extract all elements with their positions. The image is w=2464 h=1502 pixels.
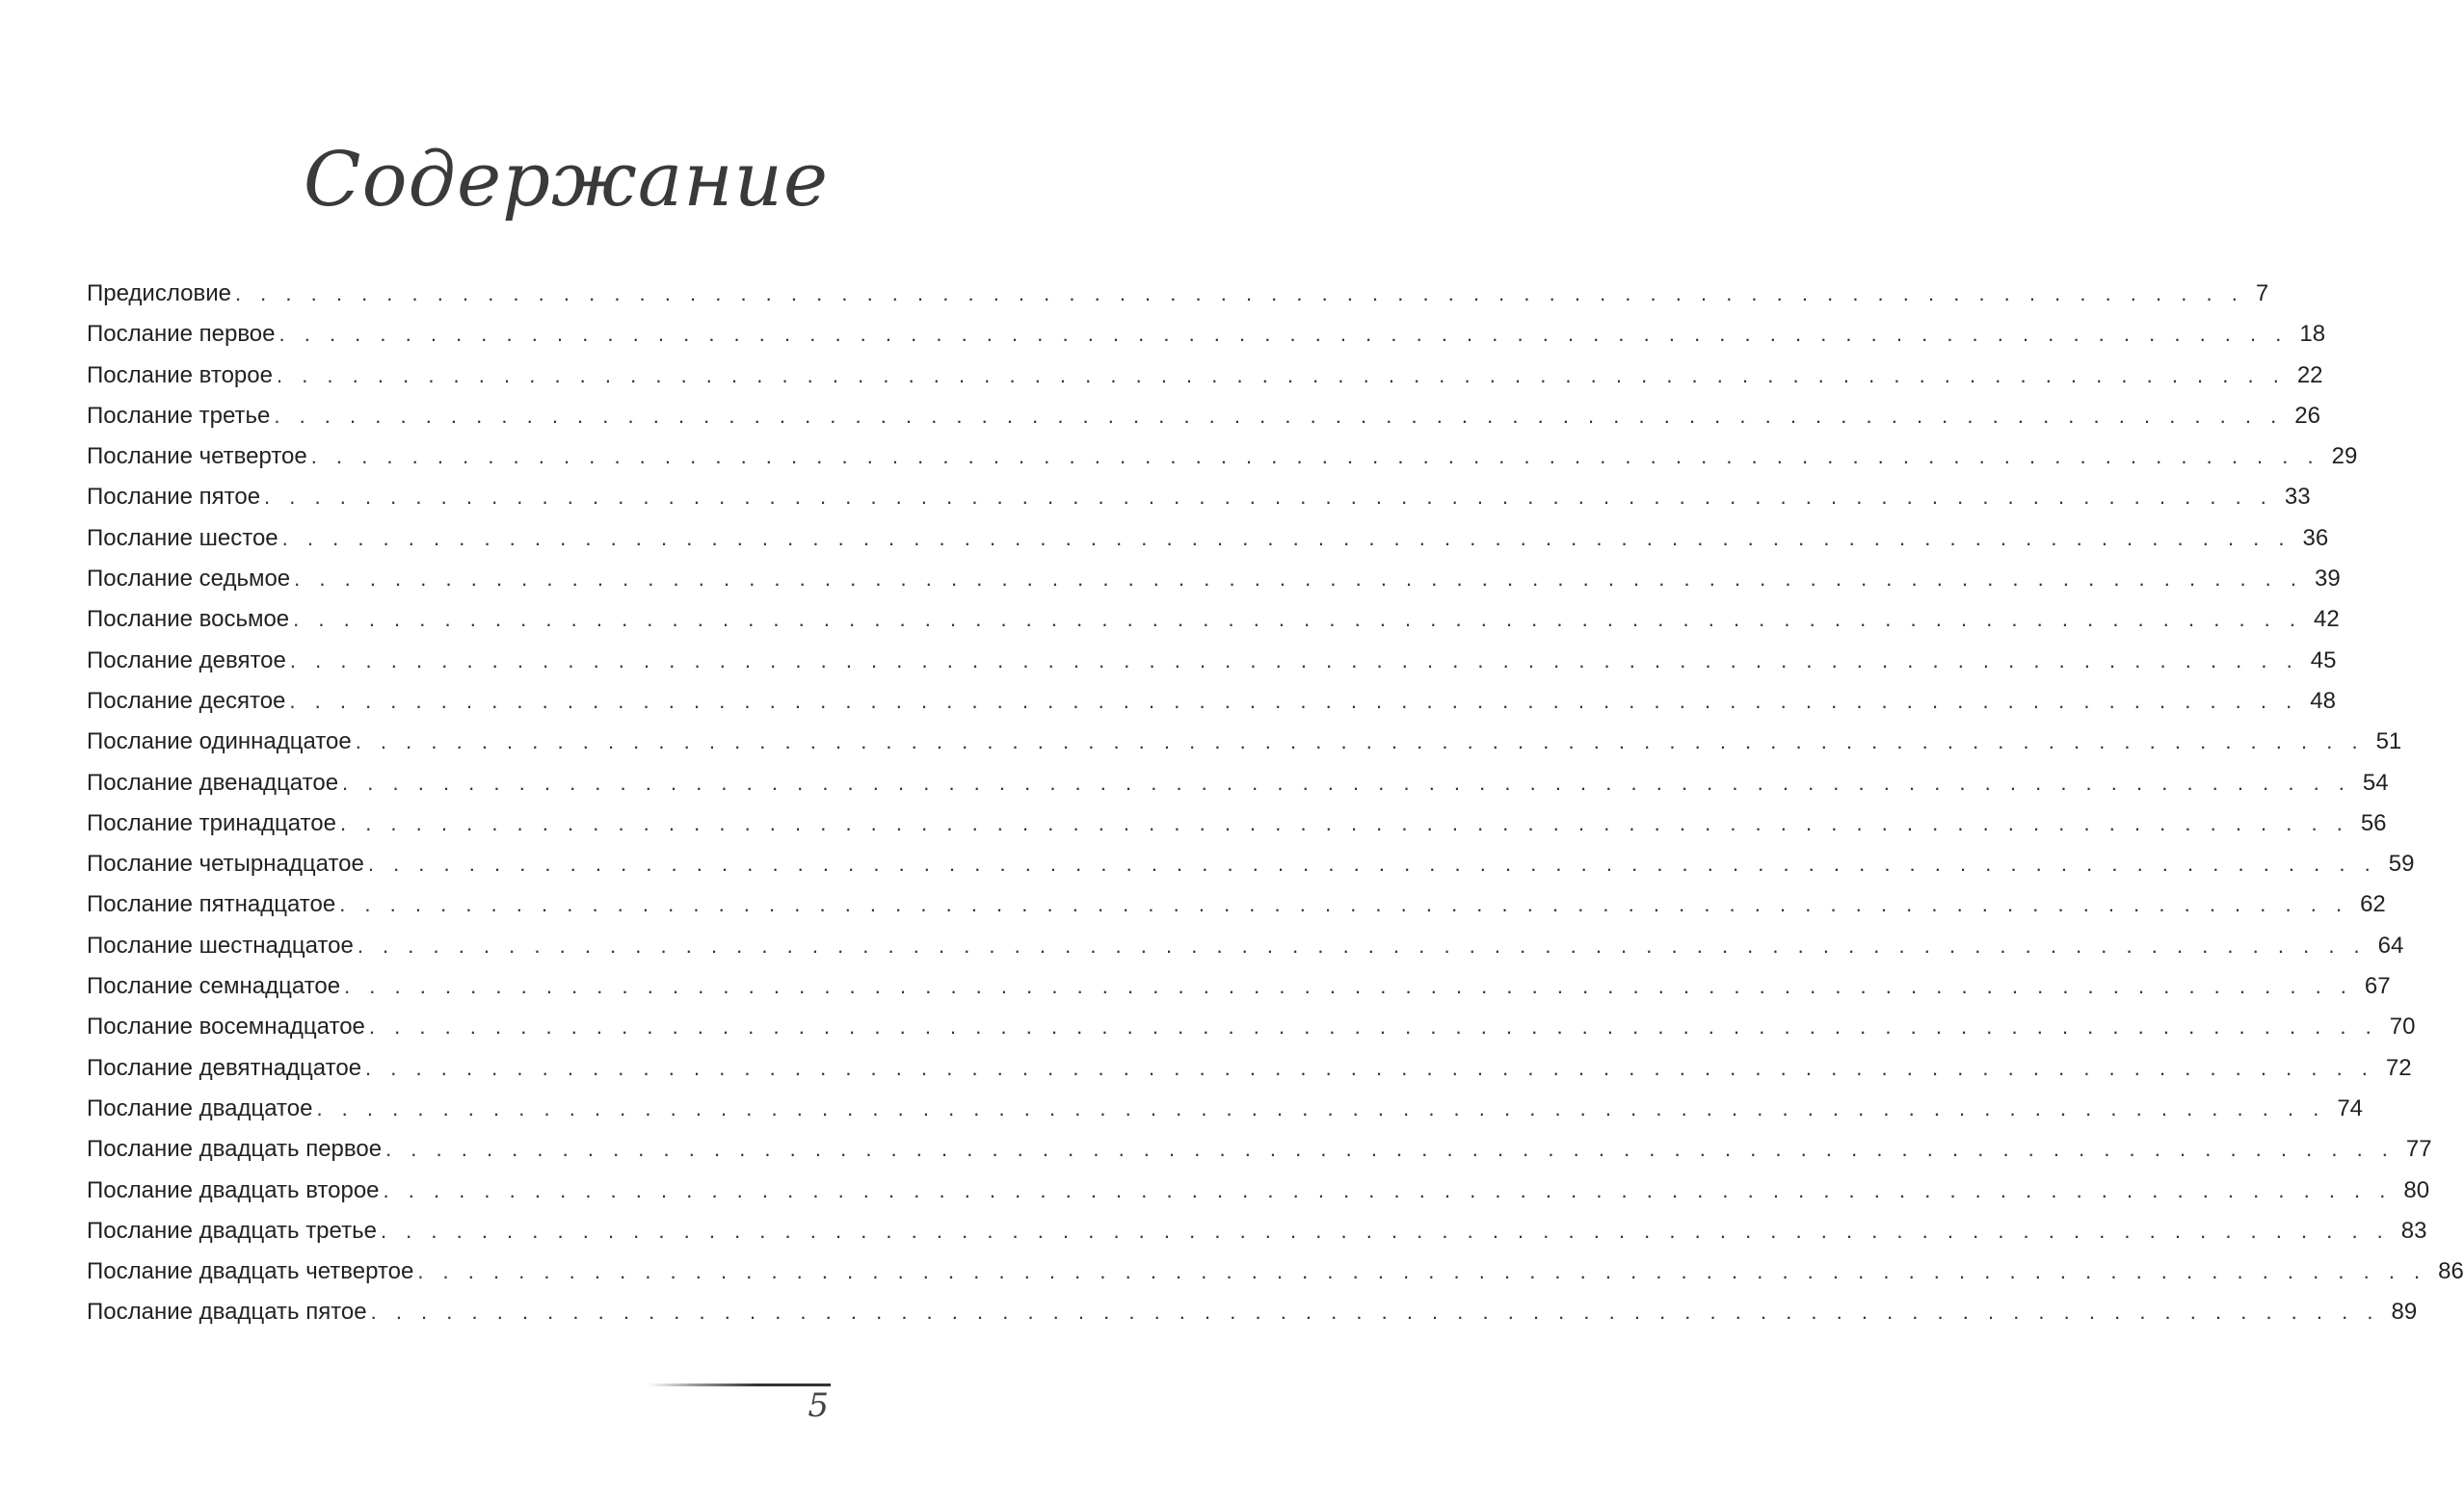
toc-entry-page: 77 (2405, 1136, 2432, 1163)
dot-leader: . . . . . . . . . . . . . . . . . . . . . . . . . . . . . . . . . . . . . . . . . . . . . . . . . . . . . . . . . . . . . . . . . . . . . . . . . . . . . . . . (370, 1300, 2380, 1325)
toc-entry-page: 62 (2360, 891, 2386, 918)
toc-title: Содержание (303, 137, 829, 224)
toc-entry[interactable] (87, 484, 2311, 524)
dot-leader: . . . . . . . . . . . . . . . . . . . . . . . . . . . . . . . . . . . . . . . . . . . . . . . . . . . . . . . . . . . . . . . . . . . . . . . . . . . . . . . . (383, 1177, 2393, 1202)
dot-leader: . . . . . . . . . . . . . . . . . . . . . . . . . . . . . . . . . . . . . . . . . . . . . . . . . . . . . . . . . . . . . . . . . . . . . . . . . . . . . . . . (339, 810, 2349, 835)
toc-entry-page: 51 (2375, 728, 2402, 755)
toc-entry[interactable] (87, 280, 2269, 321)
toc-entry-title: Послание шестое (87, 524, 278, 551)
toc-entry-title: Послание первое (87, 321, 276, 348)
dot-leader: . . . . . . . . . . . . . . . . . . . . . . . . . . . . . . . . . . . . . . . . . . . . . . . . . . . . . . . . . . . . . . . . . . . . . . . . . . . . . . . . (357, 933, 2367, 958)
toc-entry-title: Послание семнадцатое (87, 973, 341, 1000)
toc-entry-page: 22 (2296, 361, 2323, 388)
toc-entry[interactable] (87, 321, 2326, 361)
dot-leader: . . . . . . . . . . . . . . . . . . . . . . . . . . . . . . . . . . . . . . . . . . . . . . . . . . . . . . . . . . . . . . . . . . . . . . . . . . . . . . . . (281, 525, 2292, 550)
toc-entry-page: 80 (2403, 1176, 2430, 1203)
toc-entry-title: Послание четырнадцатое (87, 851, 364, 878)
dot-leader: . . . . . . . . . . . . . . . . . . . . . . . . . . . . . . . . . . . . . . . . . . . . . . . . . . . . . . . . . . . . . . . . . . . . . . . . . . . . . . . . (276, 362, 2286, 387)
dot-leader: . . . . . . . . . . . . . . . . . . . . . . . . . . . . . . . . . . . . . . . . . . . . . . . . . . . . . . . . . . . . . . . . . . . . . . . . . . . . . . . . (385, 1137, 2395, 1162)
dot-leader: . . . . . . . . . . . . . . . . . . . . . . . . . . . . . . . . . . . . . . . . . . . . . . . . . . . . . . . . . . . . . . . . . . . . . . . . . . . . . . . . (365, 1055, 2374, 1080)
toc-entry[interactable] (87, 851, 2415, 891)
toc-entry-title: Послание второе (87, 361, 273, 388)
toc-entry[interactable] (87, 973, 2391, 1014)
toc-entry[interactable] (87, 769, 2389, 810)
toc-entry-page: 64 (2377, 932, 2404, 959)
toc-entry-title: Послание двадцать четвертое (87, 1258, 414, 1285)
toc-entry-page: 70 (2389, 1014, 2416, 1041)
dot-leader: . . . . . . . . . . . . . . . . . . . . . . . . . . . . . . . . . . . . . . . . . . . . . . . . . . . . . . . . . . . . . . . . . . . . . . . . . . . . . . . . (289, 647, 2299, 672)
toc-entry[interactable] (87, 932, 2404, 973)
dot-leader: . . . . . . . . . . . . . . . . . . . . . . . . . . . . . . . . . . . . . . . . . . . . . . . . . . . . . . . . . . . . . . . . . . . . . . . . . . . . . . . . (316, 1095, 2326, 1120)
toc-entry[interactable] (87, 606, 2340, 646)
toc-entry[interactable] (87, 728, 2402, 769)
toc-entry-title: Послание седьмое (87, 566, 291, 593)
toc-entry[interactable] (87, 402, 2320, 443)
toc-entry[interactable] (87, 1176, 2430, 1218)
page-number: 5 (808, 1386, 829, 1425)
toc-entry[interactable] (87, 646, 2337, 688)
toc-entry[interactable] (87, 1014, 2416, 1054)
toc-entry-page: 7 (2255, 280, 2269, 306)
toc-entry-title: Послание двадцать третье (87, 1217, 377, 1244)
toc-entry[interactable] (87, 1217, 2427, 1258)
toc-entry-page: 89 (2391, 1299, 2418, 1326)
toc-entry[interactable] (87, 891, 2386, 932)
toc-entry-title: Послание пятнадцатое (87, 891, 336, 918)
toc-entry[interactable] (87, 1136, 2432, 1176)
toc-entry-title: Послание двенадцатое (87, 769, 339, 796)
dot-leader: . . . . . . . . . . . . . . . . . . . . . . . . . . . . . . . . . . . . . . . . . . . . . . . . . . . . . . . . . . . . . . . . . . . . . . . . . . . . . . . . (294, 567, 2304, 592)
dot-leader: . . . . . . . . . . . . . . . . . . . . . . . . . . . . . . . . . . . . . . . . . . . . . . . . . . . . . . . . . . . . . . . . . . . . . . . . . . . . . . . . (293, 607, 2303, 632)
toc-entry[interactable] (87, 1258, 2464, 1299)
dot-leader: . . . . . . . . . . . . . . . . . . . . . . . . . . . . . . . . . . . . . . . . . . . . . . . . . . . . . . . . . . . . . . . . . . . . . . . . . . . . . . . . (274, 403, 2284, 428)
dot-leader: . . . . . . . . . . . . . . . . . . . . . . . . . . . . . . . . . . . . . . . . . . . . . . . . . . . . . . . . . . . . . . . . . . . . . . . . . . . . . . . . (339, 892, 2349, 917)
toc-entry-page: 42 (2314, 606, 2340, 633)
toc-entry-title: Послание восемнадцатое (87, 1014, 365, 1041)
toc-entry-title: Послание четвертое (87, 443, 307, 470)
toc-entry-page: 86 (2438, 1258, 2464, 1285)
toc-entry-page: 45 (2310, 646, 2337, 673)
dot-leader: . . . . . . . . . . . . . . . . . . . . . . . . . . . . . . . . . . . . . . . . . . . . . . . . . . . . . . . . . . . . . . . . . . . . . . . . . . . . . . . . (278, 322, 2289, 347)
dot-leader: . . . . . . . . . . . . . . . . . . . . . . . . . . . . . . . . . . . . . . . . . . . . . . . . . . . . . . . . . . . . . . . . . . . . . . . . . . . . . . . . (368, 1015, 2378, 1040)
dot-leader: . . . . . . . . . . . . . . . . . . . . . . . . . . . . . . . . . . . . . . . . . . . . . . . . . . . . . . . . . . . . . . . . . . . . . . . . . . . . . . . . (355, 729, 2365, 754)
dot-leader: . . . . . . . . . . . . . . . . . . . . . . . . . . . . . . . . . . . . . . . . . . . . . . . . . . . . . . . . . . . . . . . . . . . . . . . . . . . . . . . . (417, 1259, 2427, 1284)
toc-list (87, 280, 2464, 1340)
toc-entry-title: Послание десятое (87, 687, 286, 714)
toc-entry-title: Послание двадцать второе (87, 1176, 380, 1203)
toc-entry-page: 83 (2400, 1217, 2427, 1244)
toc-entry-page: 39 (2315, 566, 2341, 593)
toc-entry-page: 54 (2362, 769, 2389, 796)
dot-leader: . . . . . . . . . . . . . . . . . . . . . . . . . . . . . . . . . . . . . . . . . . . . . . . . . . . . . . . . . . . . . . . . . . . . . . . . . . . . . . . . (380, 1218, 2390, 1243)
toc-entry-page: 29 (2331, 443, 2358, 470)
toc-entry-title: Послание девятнадцатое (87, 1054, 362, 1081)
toc-entry[interactable] (87, 443, 2358, 484)
toc-entry-page: 74 (2337, 1094, 2364, 1121)
toc-entry-page: 59 (2388, 851, 2415, 878)
toc-entry-title: Послание двадцатое (87, 1094, 313, 1121)
toc-entry-title: Послание девятое (87, 646, 286, 673)
dot-leader: . . . . . . . . . . . . . . . . . . . . . . . . . . . . . . . . . . . . . . . . . . . . . . . . . . . . . . . . . . . . . . . . . . . . . . . . . . . . . . . . (264, 485, 2273, 510)
toc-entry[interactable] (87, 566, 2341, 606)
toc-entry-page: 18 (2299, 321, 2326, 348)
toc-entry-page: 48 (2310, 687, 2336, 714)
toc-entry[interactable] (87, 524, 2329, 566)
dot-leader: . . . . . . . . . . . . . . . . . . . . . . . . . . . . . . . . . . . . . . . . . . . . . . . . . . . . . . . . . . . . . . . . . . . . . . . . . . . . . . . . (234, 281, 2244, 305)
toc-entry-title: Послание третье (87, 402, 271, 429)
toc-entry-title: Послание одиннадцатое (87, 728, 352, 755)
toc-entry-page: 33 (2284, 484, 2311, 511)
toc-entry[interactable] (87, 1299, 2418, 1339)
dot-leader: . . . . . . . . . . . . . . . . . . . . . . . . . . . . . . . . . . . . . . . . . . . . . . . . . . . . . . . . . . . . . . . . . . . . . . . . . . . . . . . . (342, 770, 2351, 795)
toc-entry-page: 72 (2385, 1054, 2412, 1081)
dot-leader: . . . . . . . . . . . . . . . . . . . . . . . . . . . . . . . . . . . . . . . . . . . . . . . . . . . . . . . . . . . . . . . . . . . . . . . . . . . . . . . . (367, 852, 2377, 877)
toc-entry-page: 56 (2360, 809, 2387, 836)
toc-entry[interactable] (87, 1054, 2412, 1095)
toc-entry-page: 26 (2294, 402, 2320, 429)
toc-entry-title: Послание тринадцатое (87, 809, 336, 836)
toc-entry-title: Послание двадцать пятое (87, 1299, 367, 1326)
dot-leader: . . . . . . . . . . . . . . . . . . . . . . . . . . . . . . . . . . . . . . . . . . . . . . . . . . . . . . . . . . . . . . . . . . . . . . . . . . . . . . . . (344, 974, 2353, 999)
toc-entry-title: Послание восьмое (87, 606, 290, 633)
footer-rule (648, 1383, 831, 1386)
toc-entry-title: Послание пятое (87, 484, 261, 511)
toc-entry[interactable] (87, 809, 2387, 851)
toc-entry-page: 67 (2364, 973, 2391, 1000)
toc-entry-title: Послание шестнадцатое (87, 932, 354, 959)
toc-entry[interactable] (87, 361, 2323, 403)
toc-entry-title: Послание двадцать первое (87, 1136, 383, 1163)
toc-entry[interactable] (87, 687, 2336, 728)
dot-leader: . . . . . . . . . . . . . . . . . . . . . . . . . . . . . . . . . . . . . . . . . . . . . . . . . . . . . . . . . . . . . . . . . . . . . . . . . . . . . . . . (289, 688, 2299, 713)
toc-entry-title: Предисловие (87, 280, 231, 306)
toc-entry[interactable] (87, 1094, 2364, 1136)
dot-leader: . . . . . . . . . . . . . . . . . . . . . . . . . . . . . . . . . . . . . . . . . . . . . . . . . . . . . . . . . . . . . . . . . . . . . . . . . . . . . . . . (310, 444, 2320, 469)
toc-entry-page: 36 (2302, 524, 2329, 551)
